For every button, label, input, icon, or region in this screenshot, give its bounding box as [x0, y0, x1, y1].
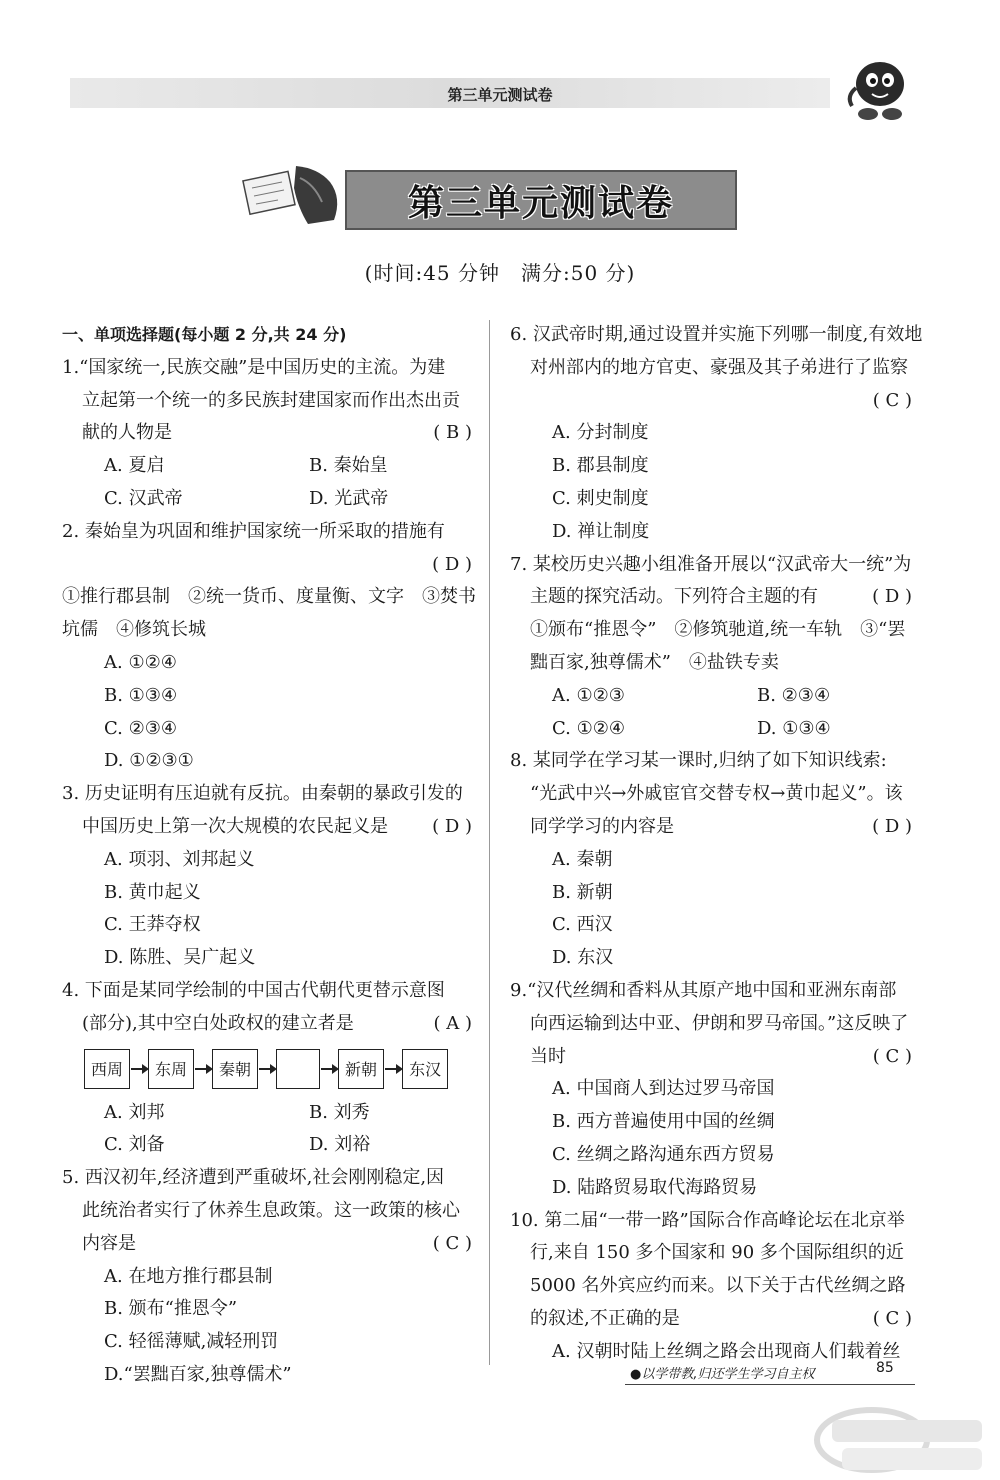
question-line: [510, 1270, 920, 1303]
line-text: B. 郡县制度: [552, 455, 649, 477]
dynasty-box: 西周: [84, 1049, 130, 1089]
line-text: D. 东汉: [552, 947, 614, 969]
watermark-logo-icon: [812, 1400, 992, 1478]
line-text: 10. 第二届“一带一路”国际合作高峰论坛在北京举: [510, 1209, 905, 1231]
answer-mark: ( D ): [432, 815, 472, 837]
line-text: C. 王莽夺权: [104, 914, 201, 936]
option: [510, 450, 920, 483]
option: [510, 877, 920, 910]
line-text: 2. 秦始皇为巩固和维护国家统一所采取的措施有: [62, 520, 445, 542]
line-text: D. 陈胜、吴广起义: [104, 947, 256, 969]
option-pair: [62, 1129, 480, 1162]
line-text: 1.“国家统一,民族交融”是中国历史的主流。为建: [62, 356, 446, 378]
right-column: [510, 319, 923, 1369]
option: [510, 417, 920, 450]
answer-mark: ( C ): [872, 1045, 912, 1067]
option: A. ①②③: [552, 684, 625, 706]
option: [62, 877, 480, 910]
line-text: 立起第一个统一的多民族封建国家而作出杰出贡: [82, 389, 460, 411]
option: [510, 844, 920, 877]
option-pair: [62, 483, 480, 516]
option: [62, 942, 480, 975]
answer-mark: ( C ): [872, 1307, 912, 1329]
question-line: [62, 516, 480, 549]
option: C. 刘备: [104, 1134, 165, 1156]
option-pair: [62, 450, 480, 483]
line-text: 向西运输到达中亚、伊朗和罗马帝国。”这反映了: [530, 1012, 909, 1034]
option: [62, 909, 480, 942]
option: [510, 483, 920, 516]
line-text: D. 陆路贸易取代海路贸易: [552, 1176, 758, 1198]
line-text: C. 轻徭薄赋,减轻刑罚: [104, 1331, 279, 1353]
line-text: 此统治者实行了休养生息政策。这一政策的核心: [82, 1199, 460, 1221]
line-text: 主题的探究活动。下列符合主题的有: [530, 586, 818, 608]
option: [62, 713, 480, 746]
line-text: “光武中兴→外戚宦官交替专权→黄巾起义”。该: [530, 783, 903, 805]
question-line: [510, 319, 923, 352]
dynasty-box: 秦朝: [212, 1049, 258, 1089]
question-line: [510, 1237, 920, 1270]
line-text: A. 汉朝时陆上丝绸之路会出现商人们载着丝: [552, 1340, 901, 1362]
option: C. ①②④: [552, 717, 625, 739]
line-text: 黜百家,独尊儒术” ④盐铁专卖: [530, 651, 779, 673]
line-text: 5. 西汉初年,经济遭到严重破坏,社会刚刚稳定,因: [62, 1167, 445, 1189]
option: B. ②③④: [757, 684, 831, 706]
option: A. 夏启: [104, 455, 165, 477]
line-text: 坑儒 ④修筑长城: [62, 619, 206, 641]
line-text: A. 项羽、刘邦起义: [104, 848, 255, 870]
answer-mark: ( B ): [433, 422, 472, 444]
arrow-icon: [259, 1068, 275, 1070]
option: [62, 1261, 480, 1294]
question-line: [510, 745, 920, 778]
option: [510, 516, 920, 549]
option-pair: [62, 1097, 480, 1130]
line-text: 4. 下面是某同学绘制的中国古代朝代更替示意图: [62, 979, 445, 1001]
line-text: C. ②③④: [104, 717, 177, 739]
arrow-icon: [385, 1068, 401, 1070]
footer-rule: [625, 1384, 915, 1385]
option: D. 光武帝: [309, 487, 389, 509]
question-line: [62, 1195, 480, 1228]
arrow-icon: [131, 1068, 147, 1070]
line-text: C. 刺史制度: [552, 487, 649, 509]
banner-decoration-icon: [238, 158, 348, 230]
question-line: [62, 1162, 480, 1195]
answer-mark: ( C ): [432, 1232, 472, 1254]
arrow-icon: [195, 1068, 211, 1070]
question-line: [510, 1303, 920, 1336]
line-text: A. ①②④: [104, 651, 177, 673]
line-text: B. 颁布“推恩令”: [104, 1298, 238, 1320]
option: D. 刘裕: [309, 1134, 371, 1156]
line-text: 内容是: [82, 1232, 136, 1254]
column-divider: [489, 320, 490, 1365]
question-line: [62, 385, 480, 418]
option: B. 秦始皇: [309, 455, 388, 477]
option: D. ①③④: [757, 717, 831, 739]
question-line: [62, 811, 480, 844]
question-line: [62, 352, 480, 385]
question-line: [510, 647, 920, 680]
question-line: [62, 614, 480, 647]
blank-dynasty-box: [276, 1049, 320, 1089]
line-text: 9.“汉代丝绸和香料从其原产地中国和亚洲东南部: [510, 979, 897, 1001]
option: [510, 1172, 920, 1205]
line-text: B. 新朝: [552, 881, 613, 903]
line-text: 当时: [530, 1045, 566, 1067]
title-banner: [345, 170, 737, 230]
line-text: C. 丝绸之路沟通东西方贸易: [552, 1143, 775, 1165]
dynasty-box: 新朝: [338, 1049, 384, 1089]
question-line: [62, 975, 480, 1008]
running-title: 第三单元测试卷: [447, 86, 553, 104]
question-line: [510, 1041, 920, 1074]
question-line: [510, 581, 920, 614]
line-text: B. 黄巾起义: [104, 881, 201, 903]
option-pair: [510, 713, 920, 746]
answer-mark: ( D ): [872, 586, 912, 608]
option: [62, 1326, 480, 1359]
line-text: D. 禅让制度: [552, 520, 650, 542]
option: C. 汉武帝: [104, 487, 183, 509]
option: A. 刘邦: [104, 1101, 165, 1123]
line-text: (部分),其中空白处政权的建立者是: [82, 1012, 354, 1034]
option: [62, 1359, 480, 1392]
page-title: 第三单元测试卷: [407, 182, 674, 224]
option: [62, 745, 480, 778]
dynasty-box: 东汉: [402, 1049, 448, 1089]
question-line: [62, 778, 480, 811]
line-text: 中国历史上第一次大规模的农民起义是: [82, 815, 388, 837]
line-text: 对州部内的地方官吏、豪强及其子弟进行了监察: [530, 356, 908, 378]
line-text: D.“罢黜百家,独尊儒术”: [104, 1363, 292, 1385]
option-pair: [510, 680, 920, 713]
mascot-icon: [838, 48, 918, 128]
question-line: [510, 975, 920, 1008]
option: [62, 1293, 480, 1326]
arrow-icon: [321, 1068, 337, 1070]
line-text: 3. 历史证明有压迫就有反抗。由秦朝的暴政引发的: [62, 783, 463, 805]
line-text: 8. 某同学在学习某一课时,归纳了如下知识线索:: [510, 750, 887, 772]
section-title: 一、单项选择题(每小题 2 分,共 24 分): [62, 325, 347, 344]
question-line: [510, 614, 920, 647]
line-text: C. 西汉: [552, 914, 613, 936]
line-text: 行,来自 150 多个国家和 90 多个国际组织的近: [530, 1242, 904, 1264]
question-line: [510, 778, 920, 811]
line-text: ①推行郡县制 ②统一货币、度量衡、文字 ③焚书: [62, 586, 476, 608]
question-line: [510, 352, 920, 385]
question-line: [510, 1205, 920, 1238]
question-line: [62, 1008, 480, 1041]
option: [62, 647, 480, 680]
option: B. 刘秀: [309, 1101, 370, 1123]
answer-mark: ( A ): [433, 1012, 472, 1034]
line-text: 的叙述,不正确的是: [530, 1307, 680, 1329]
line-text: A. 中国商人到达过罗马帝国: [552, 1078, 775, 1100]
line-text: A. 在地方推行郡县制: [104, 1265, 273, 1287]
option: [510, 1106, 920, 1139]
line-text: 7. 某校历史兴趣小组准备开展以“汉武帝大一统”为: [510, 553, 912, 575]
line-text: 6. 汉武帝时期,通过设置并实施下列哪一制度,有效地: [510, 324, 923, 345]
option: [510, 1073, 920, 1106]
question-line: [510, 1008, 920, 1041]
option: [510, 909, 920, 942]
line-text: 献的人物是: [82, 422, 172, 444]
option: [510, 1139, 920, 1172]
line-text: A. 分封制度: [552, 422, 649, 444]
left-column: [62, 319, 480, 1392]
line-text: A. 秦朝: [552, 848, 613, 870]
option: [62, 680, 480, 713]
answer-mark: ( C ): [872, 389, 912, 411]
line-text: 5000 名外宾应约而来。以下关于古代丝绸之路: [530, 1275, 906, 1297]
line-text: B. 西方普遍使用中国的丝绸: [552, 1111, 775, 1133]
answer-mark: ( D ): [432, 553, 472, 575]
line-text: ①颁布“推恩令” ②修筑驰道,统一车轨 ③“罢: [530, 619, 906, 641]
dynasty-chart: [62, 1041, 480, 1097]
question-line: [62, 581, 480, 614]
option: [510, 942, 920, 975]
question-line: [510, 549, 920, 582]
question-line: [62, 1228, 480, 1261]
option: [62, 844, 480, 877]
line-text: B. ①③④: [104, 684, 178, 706]
question-line: [62, 417, 480, 450]
dynasty-box: 东周: [148, 1049, 194, 1089]
footer-motto: ●以学带教,归还学生学习自主权: [630, 1367, 815, 1382]
page-number: 85: [876, 1360, 894, 1376]
exam-info: (时间:45 分钟 满分:50 分): [364, 261, 636, 285]
answer-mark: ( D ): [872, 815, 912, 837]
line-text: D. ①②③①: [104, 750, 194, 772]
question-line: [510, 811, 920, 844]
line-text: 同学学习的内容是: [530, 815, 674, 837]
